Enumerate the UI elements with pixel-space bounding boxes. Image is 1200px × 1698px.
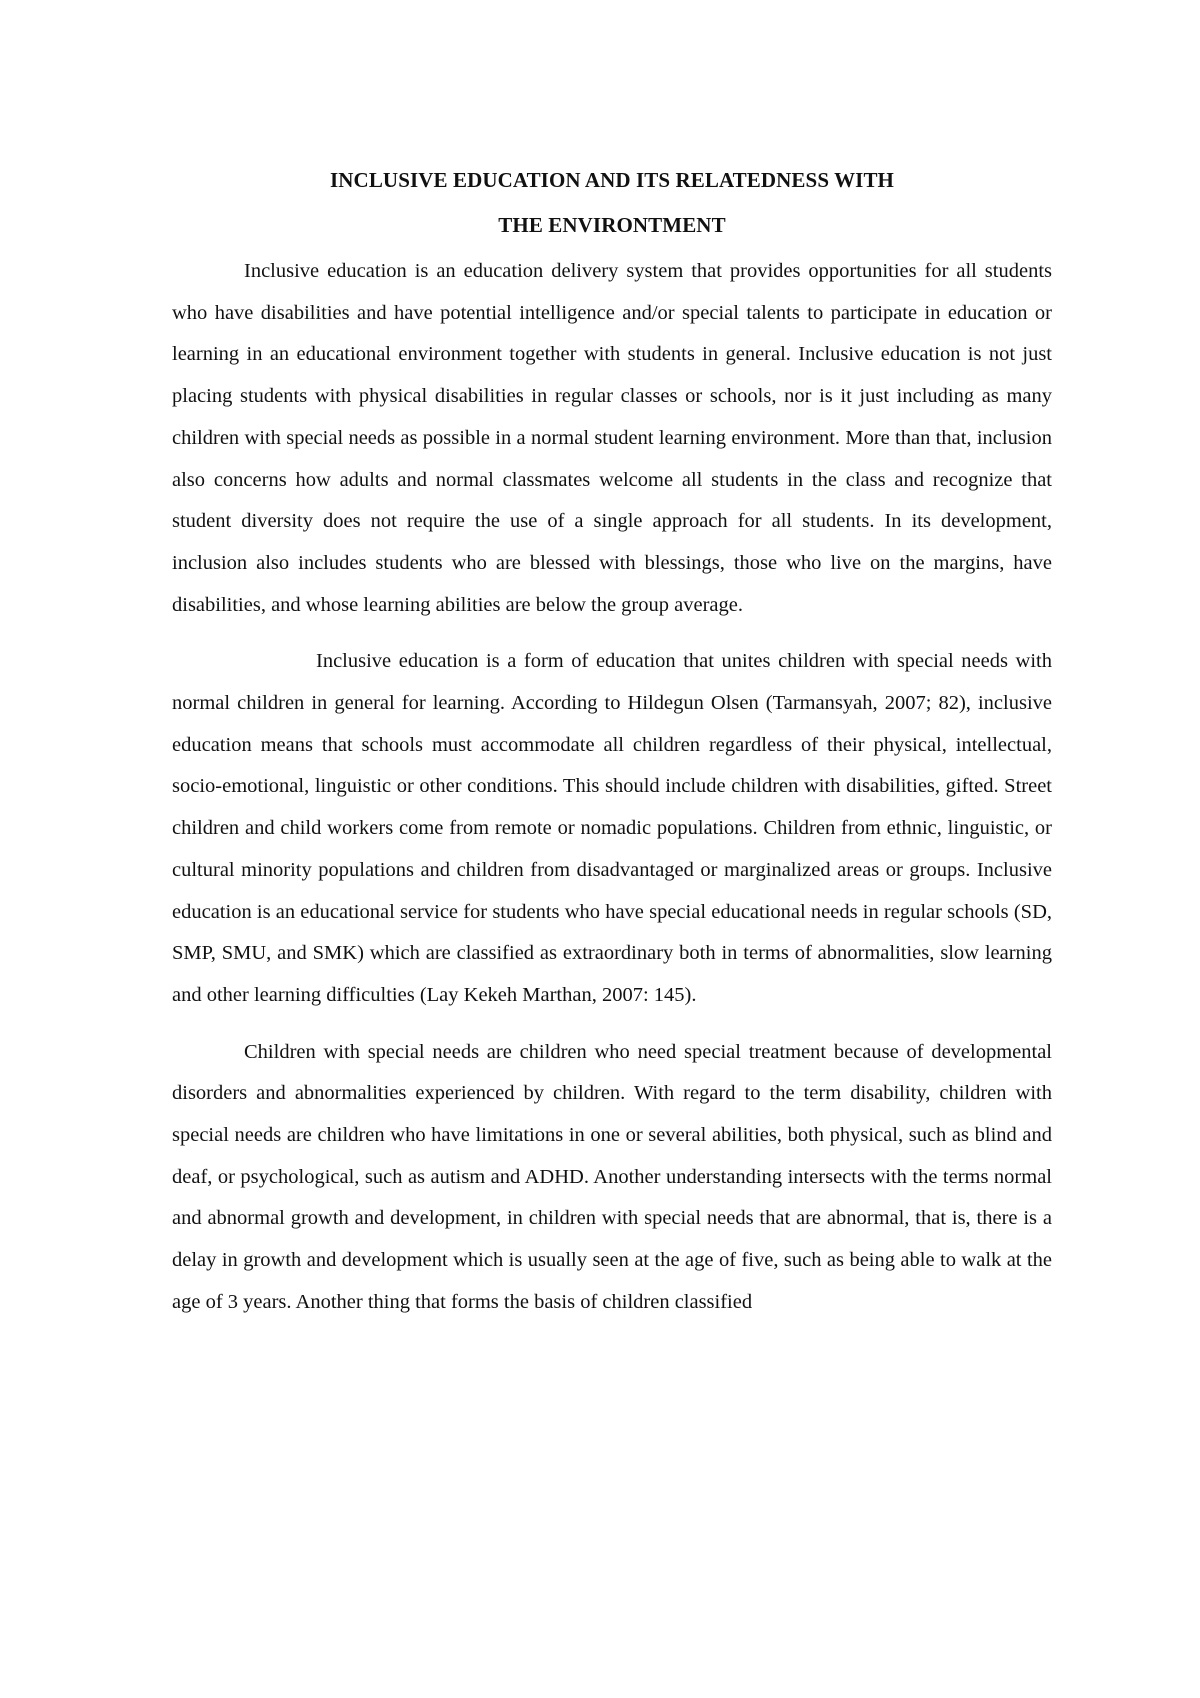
paragraph-3: Children with special needs are children who need special treatment because of developmental disorders and abnormalities experienced by children. With regard to the term disability, children with special needs are children who have limitations in one or several abilities, both physical, such as blind and deaf, or psychological, such as autism and ADHD. Another understanding intersects with the terms normal and abnormal growth and development, in children with special needs that are abnormal, that is, there is a delay in growth and development which is usually seen at the age of five, such as being able to walk at the age of 3 years. Another thing that forms the basis of children classified bbox=[172, 1040, 1052, 1313]
title-line-1: INCLUSIVE EDUCATION AND ITS RELATEDNESS WITH bbox=[330, 168, 894, 192]
paragraph-1: Inclusive education is an education delivery system that provides opportunities for all students who have disabilities and have potential intelligence and/or special talents to participate in education or learning in an educational environment together with students in general. Inclusive education is not just placing students with physical disabilities in regular classes or schools, nor is it just including as many children with special needs as possible in a normal student learning environment. More than that, inclusion also concerns how adults and normal classmates welcome all students in the class and recognize that student diversity does not require the use of a single approach for all students. In its development, inclusion also includes students who are blessed with blessings, those who live on the margins, have disabilities, and whose learning abilities are below the group average. bbox=[172, 260, 1052, 616]
document-title bbox=[172, 158, 1052, 248]
document-body bbox=[172, 158, 1052, 1324]
title-line-2: THE ENVIRONTMENT bbox=[498, 213, 726, 237]
paragraph-2: Inclusive education is a form of education that unites children with special needs with normal children in general for learning. According to Hildegun Olsen (Tarmansyah, 2007; 82), inclusive education means that schools must accommodate all children regardless of their physical, intellectual, socio-emotional, linguistic or other conditions. This should include children with disabilities, gifted. Street children and child workers come from remote or nomadic populations. Children from ethnic, linguistic, or cultural minority populations and children from disadvantaged or marginalized areas or groups. Inclusive education is an educational service for students who have special educational needs in regular schools (SD, SMP, SMU, and SMK) which are classified as extraordinary both in terms of abnormalities, slow learning and other learning difficulties (Lay Kekeh Marthan, 2007: 145). bbox=[172, 650, 1052, 1006]
